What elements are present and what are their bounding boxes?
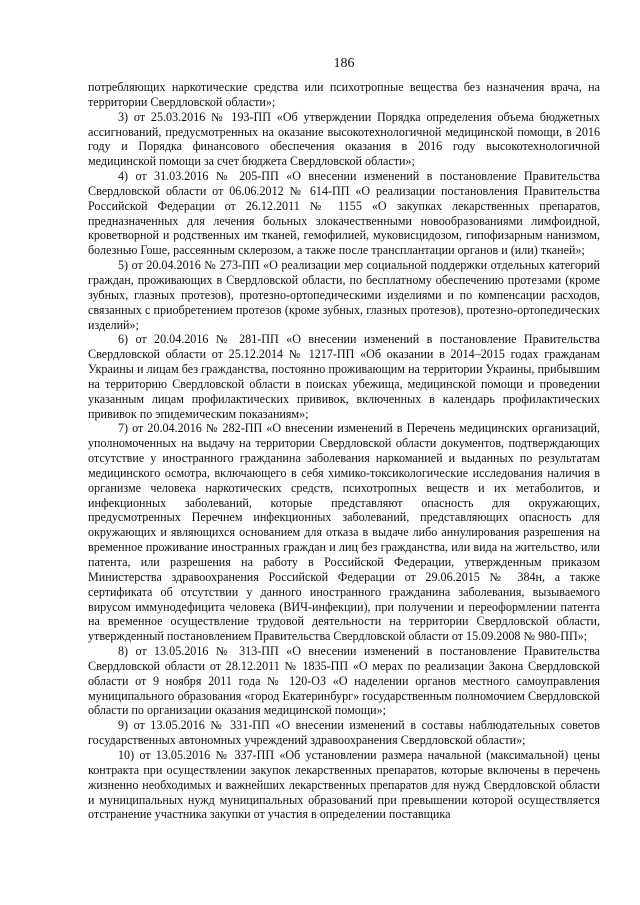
list-item-5: 5) от 20.04.2016 № 273-ПП «О реализации мер социальной поддержки отдельных категорий граждан, проживающих в Свердловской области, по бесплатному обеспечению протезами (кроме зубных, глазных протезов), протезно-ортопедическими изделиями и по компенсации расходов, связанных с приобретением протезов (кроме зубных, глазных протезов), протезно-ортопедических изделий»; (88, 258, 600, 332)
list-item-10: 10) от 13.05.2016 № 337-ПП «Об установлении размера начальной (максимальной) цены контракта при осуществлении закупок лекарственных препаратов, которые включены в перечень жизненно необходимых и важнейших лекарственных препаратов для нужд Свердловской области и муниципальных нужд муниципальных образований при превышении которой осуществляется отстранение участника закупки от участия в определении поставщика (88, 747, 600, 822)
list-item-4: 4) от 31.03.2016 № 205-ПП «О внесении изменений в постановление Правительства Свердловской области от 06.06.2012 № 614-ПП «О реализации постановления Правительства Российской Федерации от 26.12.2011 № 1155 «О закупках лекарственных препаратов, предназначенных для лечения больных злокачественными новообразованиями лимфоидной, кроветворной и родственных им тканей, гемофилией, муковисцидозом, гипофизарным нанизмом, болезнью Гоше, рассеянным склерозом, а также после трансплантации органов и (или) тканей»; (88, 169, 600, 258)
list-item-7: 7) от 20.04.2016 № 282-ПП «О внесении изменений в Перечень медицинских организаций, уполномоченных на выдачу на территории Свердловской области документов, подтверждающих отсутствие у иностранного гражданина заболевания наркоманией и выданных по результатам медицинского осмотра, включающего в себя химико-токсикологические исследования наличия в организме человека наркотических средств, психотропных веществ и их метаболитов, и инфекционных заболеваний, которые представляют опасность для окружающих, предусмотренных Перечнем инфекционных заболеваний, представляющих опасность для окружающих и являющихся основанием для отказа в выдаче либо аннулирования разрешения на временное проживание иностранных граждан и лиц без гражданства, или вида на жительство, или патента, или разрешения на работу в Российской Федерации, утвержденным приказом Министерства здравоохранения Российской Федерации от 29.06.2015 № 384н, а также сертификата об отсутствии у данного иностранного гражданина заболевания, вызываемого вирусом иммунодефицита человека (ВИЧ-инфекции), при получении и переоформлении патента на временное осуществление трудовой деятельности на территории Свердловской области, утвержденный постановлением Правительства Свердловской области от 15.09.2008 № 980-ПП»; (88, 421, 600, 644)
list-item-8: 8) от 13.05.2016 № 313-ПП «О внесении изменений в постановление Правительства Свердловской области от 28.12.2011 № 1835-ПП «О мерах по реализации Закона Свердловской области от 9 ноября 2011 года № 120-ОЗ «О наделении органов местного самоуправления муниципального образования «город Екатеринбург» государственным полномочием Свердловской области по организации оказания медицинской помощи»; (88, 644, 600, 718)
page-number: 186 (333, 56, 355, 71)
list-item-6: 6) от 20.04.2016 № 281-ПП «О внесении изменений в постановление Правительства Свердловской области от 25.12.2014 № 1217-ПП «Об оказании в 2014–2015 годах гражданам Украины и лицам без гражданства, постоянно проживающим на территории Украины, прибывшим на территорию Свердловской области в поисках убежища, медицинской помощи и проведении указанным лицам профилактических прививок, включенных в календарь профилактических прививок по эпидемическим показаниям»; (88, 332, 600, 421)
list-item-9: 9) от 13.05.2016 № 331-ПП «О внесении изменений в составы наблюдательных советов государственных автономных учреждений здравоохранения Свердловской области»; (88, 718, 600, 748)
paragraph-continuation: потребляющих наркотические средства или психотропные вещества без назначения врача, на территории Свердловской области»; (88, 80, 600, 109)
document-page (88, 0, 600, 905)
document-body (88, 80, 600, 822)
list-item-3: 3) от 25.03.2016 № 193-ПП «Об утверждении Порядка определения объема бюджетных ассигнований, предусмотренных на оказание высокотехнологичной медицинской помощи, в 2016 году и Порядка финансового обеспечения оказания в 2016 году высокотехнологичной медицинской помощи за счет бюджета Свердловской области»; (88, 109, 600, 169)
